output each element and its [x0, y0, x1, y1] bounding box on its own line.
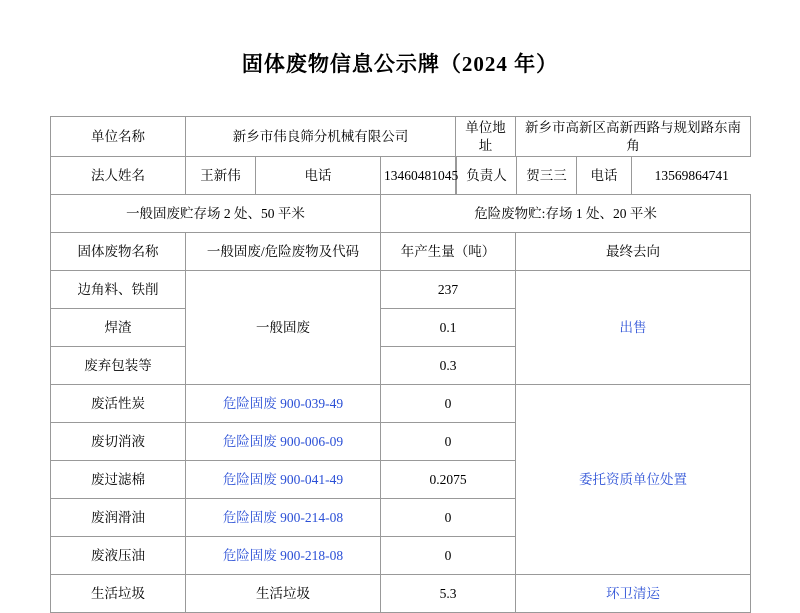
waste-name: 废过滤棉 [51, 461, 186, 499]
waste-amount: 5.3 [381, 575, 516, 613]
phone1-value: 13460481045 [381, 157, 456, 195]
header-amount: 年产生量（吨） [381, 233, 516, 271]
general-storage-value: 一般固废贮存场 2 处、50 平米 [51, 195, 381, 233]
table-header-row [51, 233, 751, 271]
document-page [0, 48, 800, 607]
waste-name: 废切消液 [51, 423, 186, 461]
table-row [51, 575, 751, 613]
company-name-value: 新乡市伟良筛分机械有限公司 [186, 117, 456, 157]
waste-amount: 0.2075 [381, 461, 516, 499]
waste-destination: 委托资质单位处置 [516, 385, 751, 575]
waste-amount: 237 [381, 271, 516, 309]
waste-name: 废活性炭 [51, 385, 186, 423]
waste-amount: 0 [381, 537, 516, 575]
waste-amount: 0 [381, 385, 516, 423]
waste-amount: 0.1 [381, 309, 516, 347]
phone1-label: 电话 [256, 157, 381, 195]
waste-name: 废液压油 [51, 537, 186, 575]
waste-category: 危险固废 900-214-08 [186, 499, 381, 537]
address-label: 单位地址 [456, 117, 516, 157]
header-name: 固体废物名称 [51, 233, 186, 271]
address-value: 新乡市高新区高新西路与规划路东南角 [516, 117, 751, 157]
waste-name: 废弃包装等 [51, 347, 186, 385]
phone2-value: 13569864741 [632, 157, 752, 194]
page-title: 固体废物信息公示牌（2024 年） [241, 52, 559, 76]
waste-info-table [50, 116, 751, 613]
waste-category: 危险固废 900-039-49 [186, 385, 381, 423]
waste-category: 危险固废 900-218-08 [186, 537, 381, 575]
company-name-label: 单位名称 [51, 117, 186, 157]
header-destination: 最终去向 [516, 233, 751, 271]
table-row-contacts [51, 157, 751, 195]
legal-person-label: 法人姓名 [51, 157, 186, 195]
waste-info-table-container [50, 116, 750, 613]
phone2-label: 电话 [577, 157, 632, 194]
manager-label: 负责人 [457, 157, 517, 194]
waste-amount: 0 [381, 423, 516, 461]
waste-amount: 0.3 [381, 347, 516, 385]
table-row-storage [51, 195, 751, 233]
waste-amount: 0 [381, 499, 516, 537]
table-row [51, 385, 751, 423]
waste-name: 焊渣 [51, 309, 186, 347]
waste-destination: 环卫清运 [516, 575, 751, 613]
waste-destination: 出售 [516, 271, 751, 385]
table-row [51, 271, 751, 309]
waste-category: 危险固废 900-006-09 [186, 423, 381, 461]
waste-name: 边角料、铁削 [51, 271, 186, 309]
waste-name: 生活垃圾 [51, 575, 186, 613]
manager-value: 贺三三 [517, 157, 577, 194]
header-category: 一般固废/危险废物及代码 [186, 233, 381, 271]
hazard-storage-value: 危险废物贮:存场 1 处、20 平米 [381, 195, 751, 233]
waste-category: 一般固废 [186, 271, 381, 385]
waste-category: 危险固废 900-041-49 [186, 461, 381, 499]
waste-category: 生活垃圾 [186, 575, 381, 613]
legal-person-value: 王新伟 [186, 157, 256, 195]
table-row-company [51, 117, 751, 157]
waste-name: 废润滑油 [51, 499, 186, 537]
